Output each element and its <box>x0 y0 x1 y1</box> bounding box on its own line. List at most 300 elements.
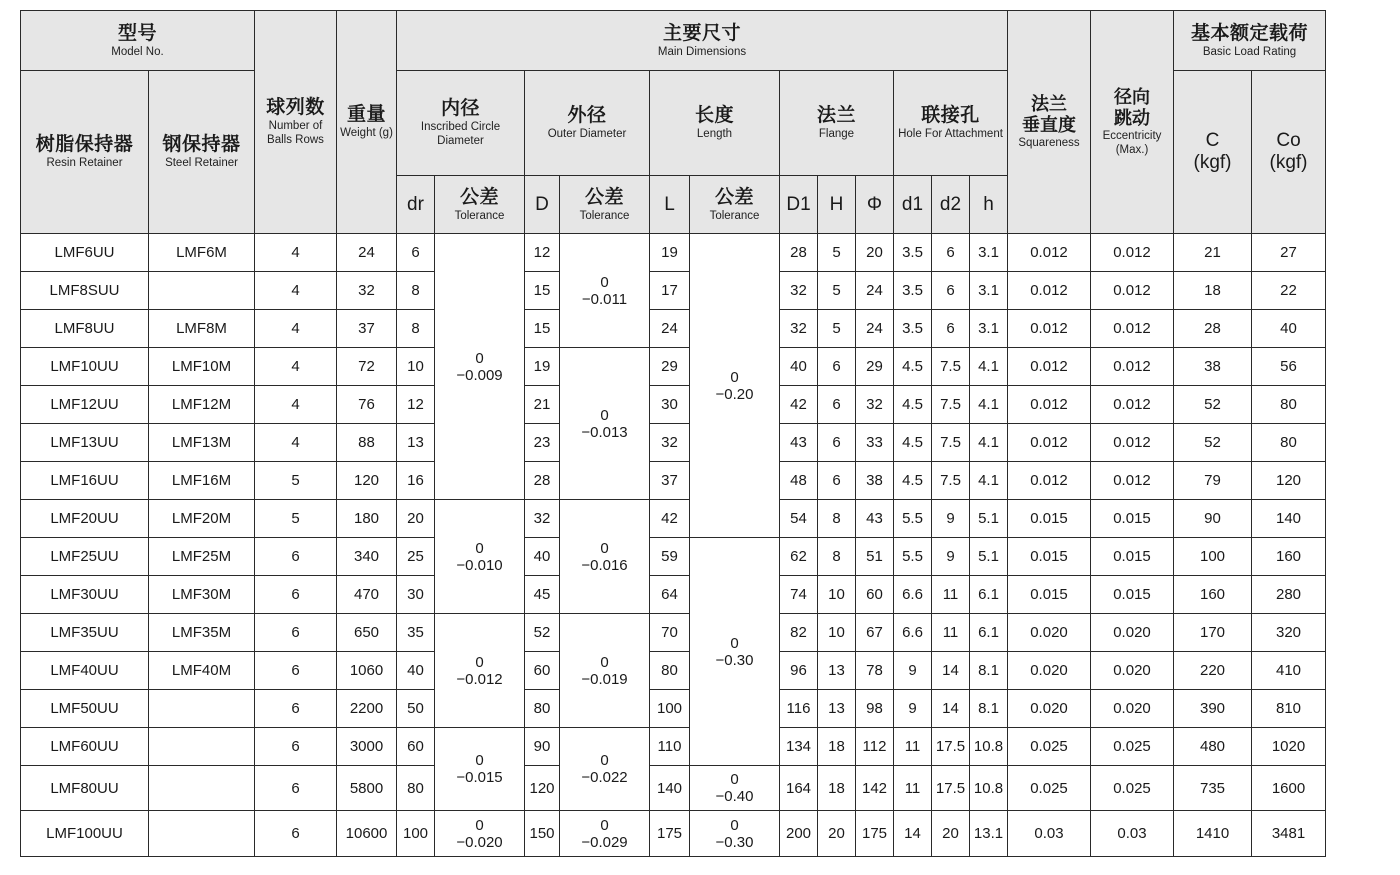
squareness-cell: 0.012 <box>1008 272 1091 310</box>
weight-cell: 72 <box>337 348 397 386</box>
d1-cell: 3.5 <box>894 272 932 310</box>
c-rating-cell: 220 <box>1174 652 1252 690</box>
D-cell: 19 <box>525 348 560 386</box>
resin-model-cell: LMF6UU <box>21 234 149 272</box>
c-rating-cell: 480 <box>1174 728 1252 766</box>
d1-symbol: d1 <box>894 176 932 234</box>
H-cell: 6 <box>818 462 856 500</box>
co-rating-cell: 120 <box>1252 462 1326 500</box>
H-cell: 8 <box>818 500 856 538</box>
L-cell: 175 <box>650 811 690 857</box>
c-rating-cell: 79 <box>1174 462 1252 500</box>
d2-cell: 7.5 <box>932 386 970 424</box>
steel-model-cell <box>149 272 255 310</box>
D-cell: 120 <box>525 766 560 811</box>
L-cell: 59 <box>650 538 690 576</box>
squareness-cell: 0.015 <box>1008 500 1091 538</box>
eccentricity-cell: 0.015 <box>1091 538 1174 576</box>
table-row <box>21 811 1326 857</box>
tolerance-lower: −0.30 <box>715 833 754 851</box>
dr-cell: 10 <box>397 348 435 386</box>
H-cell: 5 <box>818 234 856 272</box>
d1-cell: 4.5 <box>894 462 932 500</box>
main-dimensions-header: 主要尺寸 Main Dimensions <box>397 11 1008 71</box>
model-header: 型号 Model No. <box>21 11 255 71</box>
h-cell: 6.1 <box>970 614 1008 652</box>
co-rating-cell: 140 <box>1252 500 1326 538</box>
co-rating-cell: 1600 <box>1252 766 1326 811</box>
balls-rows-cell: 4 <box>255 386 337 424</box>
co-rating-cell: 56 <box>1252 348 1326 386</box>
d1-cell: 6.6 <box>894 576 932 614</box>
tolerance-upper: 0 <box>730 816 739 834</box>
D1-cell: 42 <box>780 386 818 424</box>
d1-cell: 4.5 <box>894 386 932 424</box>
eccentricity-cell: 0.012 <box>1091 310 1174 348</box>
balls-rows-cell: 4 <box>255 272 337 310</box>
d1-cell: 5.5 <box>894 538 932 576</box>
table-row <box>21 348 1326 386</box>
eccentricity-cell: 0.025 <box>1091 728 1174 766</box>
phi-cell: 78 <box>856 652 894 690</box>
d2-cell: 9 <box>932 500 970 538</box>
weight-cell: 5800 <box>337 766 397 811</box>
H-cell: 6 <box>818 386 856 424</box>
table-row <box>21 386 1326 424</box>
dr-cell: 60 <box>397 728 435 766</box>
balls-rows-cell: 4 <box>255 424 337 462</box>
L-cell: 100 <box>650 690 690 728</box>
steel-model-cell: LMF6M <box>149 234 255 272</box>
L-cell: 110 <box>650 728 690 766</box>
balls-rows-cell: 5 <box>255 500 337 538</box>
tolerance-lower: −0.009 <box>456 366 503 384</box>
dr-tolerance-cell <box>435 234 525 500</box>
dr-tolerance-header: 公差 Tolerance <box>435 176 525 234</box>
steel-model-cell: LMF35M <box>149 614 255 652</box>
h-cell: 10.8 <box>970 766 1008 811</box>
d1-cell: 14 <box>894 811 932 857</box>
d1-cell: 4.5 <box>894 348 932 386</box>
weight-cell: 470 <box>337 576 397 614</box>
resin-model-cell: LMF8UU <box>21 310 149 348</box>
phi-cell: 43 <box>856 500 894 538</box>
table-row <box>21 462 1326 500</box>
steel-model-cell <box>149 766 255 811</box>
tolerance-lower: −0.019 <box>581 670 628 688</box>
tolerance-upper: 0 <box>730 368 739 386</box>
resin-model-cell: LMF40UU <box>21 652 149 690</box>
c-rating-cell: 160 <box>1174 576 1252 614</box>
tolerance-upper: 0 <box>475 752 484 769</box>
eccentricity-cell: 0.020 <box>1091 690 1174 728</box>
c-rating-cell: 52 <box>1174 386 1252 424</box>
L-cell: 30 <box>650 386 690 424</box>
eccentricity-cell: 0.012 <box>1091 424 1174 462</box>
L-cell: 80 <box>650 652 690 690</box>
eccentricity-cell: 0.015 <box>1091 500 1174 538</box>
eccentricity-cell: 0.012 <box>1091 386 1174 424</box>
H-cell: 20 <box>818 811 856 857</box>
table-row <box>21 234 1326 272</box>
table-row <box>21 310 1326 348</box>
H-cell: 10 <box>818 614 856 652</box>
D1-cell: 74 <box>780 576 818 614</box>
tolerance-lower: −0.022 <box>581 769 628 786</box>
squareness-cell: 0.012 <box>1008 348 1091 386</box>
tolerance-upper: 0 <box>600 273 609 291</box>
c-rating-cell: 170 <box>1174 614 1252 652</box>
weight-cell: 2200 <box>337 690 397 728</box>
tolerance-lower: −0.013 <box>581 423 628 441</box>
d2-cell: 9 <box>932 538 970 576</box>
L-tolerance-cell <box>690 766 780 811</box>
d1-cell: 3.5 <box>894 234 932 272</box>
d1-cell: 11 <box>894 766 932 811</box>
squareness-cell: 0.012 <box>1008 234 1091 272</box>
squareness-cell: 0.020 <box>1008 690 1091 728</box>
phi-cell: 29 <box>856 348 894 386</box>
squareness-cell: 0.020 <box>1008 652 1091 690</box>
h-cell: 10.8 <box>970 728 1008 766</box>
tolerance-upper: 0 <box>475 653 484 671</box>
dr-tolerance-cell <box>435 728 525 811</box>
H-cell: 18 <box>818 766 856 811</box>
tolerance-upper: 0 <box>600 539 609 557</box>
balls-rows-cell: 5 <box>255 462 337 500</box>
phi-cell: 60 <box>856 576 894 614</box>
steel-model-cell: LMF40M <box>149 652 255 690</box>
weight-cell: 650 <box>337 614 397 652</box>
weight-cell: 180 <box>337 500 397 538</box>
balls-rows-cell: 4 <box>255 310 337 348</box>
d2-cell: 6 <box>932 234 970 272</box>
resin-model-cell: LMF12UU <box>21 386 149 424</box>
dr-cell: 40 <box>397 652 435 690</box>
dr-tolerance-cell <box>435 500 525 614</box>
co-rating-cell: 280 <box>1252 576 1326 614</box>
phi-cell: 142 <box>856 766 894 811</box>
d2-cell: 7.5 <box>932 462 970 500</box>
D-cell: 15 <box>525 272 560 310</box>
D1-cell: 43 <box>780 424 818 462</box>
resin-model-cell: LMF20UU <box>21 500 149 538</box>
c-rating-cell: 28 <box>1174 310 1252 348</box>
weight-cell: 120 <box>337 462 397 500</box>
eccentricity-cell: 0.020 <box>1091 652 1174 690</box>
tolerance-upper: 0 <box>600 653 609 671</box>
h-cell: 4.1 <box>970 424 1008 462</box>
co-rating-cell: 80 <box>1252 424 1326 462</box>
eccentricity-cell: 0.012 <box>1091 462 1174 500</box>
weight-header: 重量 Weight (g) <box>337 11 397 234</box>
table-row <box>21 500 1326 538</box>
steel-model-cell: LMF8M <box>149 310 255 348</box>
resin-model-cell: LMF35UU <box>21 614 149 652</box>
resin-model-cell: LMF50UU <box>21 690 149 728</box>
phi-cell: 24 <box>856 272 894 310</box>
balls-rows-cell: 6 <box>255 614 337 652</box>
D-cell: 15 <box>525 310 560 348</box>
tolerance-lower: −0.20 <box>715 385 754 403</box>
co-rating-cell: 3481 <box>1252 811 1326 857</box>
D1-cell: 62 <box>780 538 818 576</box>
L-tolerance-cell <box>690 811 780 857</box>
tolerance-lower: −0.016 <box>581 556 628 574</box>
co-rating-cell: 80 <box>1252 386 1326 424</box>
D-cell: 150 <box>525 811 560 857</box>
co-rating-cell: 1020 <box>1252 728 1326 766</box>
dr-cell: 6 <box>397 234 435 272</box>
h-cell: 4.1 <box>970 386 1008 424</box>
c-rating-cell: 52 <box>1174 424 1252 462</box>
squareness-cell: 0.025 <box>1008 728 1091 766</box>
phi-cell: 51 <box>856 538 894 576</box>
dr-cell: 13 <box>397 424 435 462</box>
table-row <box>21 424 1326 462</box>
d2-cell: 14 <box>932 652 970 690</box>
weight-cell: 3000 <box>337 728 397 766</box>
L-symbol: L <box>650 176 690 234</box>
tolerance-lower: −0.015 <box>456 769 503 786</box>
steel-model-cell: LMF25M <box>149 538 255 576</box>
phi-cell: 98 <box>856 690 894 728</box>
h-cell: 3.1 <box>970 234 1008 272</box>
squareness-cell: 0.012 <box>1008 310 1091 348</box>
D-cell: 40 <box>525 538 560 576</box>
dr-cell: 8 <box>397 310 435 348</box>
d2-cell: 20 <box>932 811 970 857</box>
c-rating-cell: 735 <box>1174 766 1252 811</box>
L-cell: 64 <box>650 576 690 614</box>
resin-model-cell: LMF10UU <box>21 348 149 386</box>
squareness-cell: 0.012 <box>1008 462 1091 500</box>
D-tolerance-header: 公差 Tolerance <box>560 176 650 234</box>
weight-cell: 24 <box>337 234 397 272</box>
D-cell: 60 <box>525 652 560 690</box>
weight-cell: 76 <box>337 386 397 424</box>
steel-model-cell: LMF12M <box>149 386 255 424</box>
D1-symbol: D1 <box>780 176 818 234</box>
h-cell: 3.1 <box>970 310 1008 348</box>
load-rating-header: 基本额定载荷 Basic Load Rating <box>1174 11 1326 71</box>
H-cell: 5 <box>818 310 856 348</box>
D1-cell: 40 <box>780 348 818 386</box>
h-cell: 6.1 <box>970 576 1008 614</box>
eccentricity-cell: 0.015 <box>1091 576 1174 614</box>
resin-model-cell: LMF16UU <box>21 462 149 500</box>
table-row <box>21 728 1326 766</box>
D-cell: 90 <box>525 728 560 766</box>
dr-tolerance-cell <box>435 811 525 857</box>
co-rating-cell: 27 <box>1252 234 1326 272</box>
D1-cell: 28 <box>780 234 818 272</box>
phi-cell: 175 <box>856 811 894 857</box>
steel-retainer-header: 钢保持器 Steel Retainer <box>149 71 255 234</box>
d2-symbol: d2 <box>932 176 970 234</box>
resin-model-cell: LMF100UU <box>21 811 149 857</box>
phi-symbol: Φ <box>856 176 894 234</box>
D-symbol: D <box>525 176 560 234</box>
D1-cell: 32 <box>780 310 818 348</box>
resin-model-cell: LMF60UU <box>21 728 149 766</box>
L-cell: 19 <box>650 234 690 272</box>
tolerance-upper: 0 <box>600 816 609 834</box>
d1-cell: 5.5 <box>894 500 932 538</box>
resin-model-cell: LMF25UU <box>21 538 149 576</box>
phi-cell: 38 <box>856 462 894 500</box>
h-cell: 8.1 <box>970 690 1008 728</box>
L-cell: 32 <box>650 424 690 462</box>
H-cell: 8 <box>818 538 856 576</box>
eccentricity-header: 径向 跳动 Eccentricity (Max.) <box>1091 11 1174 234</box>
H-cell: 10 <box>818 576 856 614</box>
h-cell: 4.1 <box>970 348 1008 386</box>
D1-cell: 200 <box>780 811 818 857</box>
D1-cell: 48 <box>780 462 818 500</box>
balls-rows-cell: 6 <box>255 690 337 728</box>
squareness-header: 法兰 垂直度 Squareness <box>1008 11 1091 234</box>
tolerance-lower: −0.020 <box>456 833 503 851</box>
tolerance-upper: 0 <box>730 634 739 652</box>
phi-cell: 20 <box>856 234 894 272</box>
weight-cell: 37 <box>337 310 397 348</box>
L-cell: 42 <box>650 500 690 538</box>
steel-model-cell: LMF13M <box>149 424 255 462</box>
h-cell: 5.1 <box>970 500 1008 538</box>
h-cell: 4.1 <box>970 462 1008 500</box>
resin-retainer-header: 树脂保持器 Resin Retainer <box>21 71 149 234</box>
H-cell: 18 <box>818 728 856 766</box>
c-rating-cell: 38 <box>1174 348 1252 386</box>
tolerance-upper: 0 <box>475 539 484 557</box>
d1-cell: 4.5 <box>894 424 932 462</box>
squareness-cell: 0.015 <box>1008 576 1091 614</box>
dr-cell: 30 <box>397 576 435 614</box>
tolerance-upper: 0 <box>475 816 484 834</box>
tolerance-upper: 0 <box>730 771 739 788</box>
balls-rows-cell: 6 <box>255 538 337 576</box>
table-row <box>21 614 1326 652</box>
D1-cell: 82 <box>780 614 818 652</box>
dr-cell: 100 <box>397 811 435 857</box>
H-cell: 13 <box>818 690 856 728</box>
weight-cell: 1060 <box>337 652 397 690</box>
D1-cell: 134 <box>780 728 818 766</box>
d1-cell: 9 <box>894 690 932 728</box>
d2-cell: 11 <box>932 614 970 652</box>
squareness-cell: 0.020 <box>1008 614 1091 652</box>
inner-diameter-header: 内径 Inscribed Circle Diameter <box>397 71 525 176</box>
D-tolerance-cell <box>560 811 650 857</box>
resin-model-cell: LMF13UU <box>21 424 149 462</box>
D-cell: 80 <box>525 690 560 728</box>
c-rating-cell: 18 <box>1174 272 1252 310</box>
co-rating-cell: 40 <box>1252 310 1326 348</box>
dr-tolerance-cell <box>435 614 525 728</box>
table-body <box>21 234 1326 857</box>
H-symbol: H <box>818 176 856 234</box>
d1-cell: 3.5 <box>894 310 932 348</box>
d1-cell: 9 <box>894 652 932 690</box>
steel-model-cell <box>149 728 255 766</box>
phi-cell: 33 <box>856 424 894 462</box>
h-symbol: h <box>970 176 1008 234</box>
dr-cell: 20 <box>397 500 435 538</box>
L-cell: 37 <box>650 462 690 500</box>
balls-rows-cell: 6 <box>255 811 337 857</box>
hole-header: 联接孔 Hole For Attachment <box>894 71 1008 176</box>
weight-cell: 32 <box>337 272 397 310</box>
eccentricity-cell: 0.03 <box>1091 811 1174 857</box>
D-tolerance-cell <box>560 614 650 728</box>
spec-table <box>20 10 1326 857</box>
balls-header: 球列数 Number of Balls Rows <box>255 11 337 234</box>
D-cell: 28 <box>525 462 560 500</box>
D1-cell: 116 <box>780 690 818 728</box>
D-cell: 12 <box>525 234 560 272</box>
d2-cell: 14 <box>932 690 970 728</box>
balls-rows-cell: 6 <box>255 576 337 614</box>
H-cell: 5 <box>818 272 856 310</box>
L-tolerance-header: 公差 Tolerance <box>690 176 780 234</box>
co-rating-cell: 810 <box>1252 690 1326 728</box>
dr-cell: 16 <box>397 462 435 500</box>
L-cell: 29 <box>650 348 690 386</box>
squareness-cell: 0.015 <box>1008 538 1091 576</box>
dr-cell: 8 <box>397 272 435 310</box>
eccentricity-cell: 0.025 <box>1091 766 1174 811</box>
c-rating-cell: 90 <box>1174 500 1252 538</box>
d2-cell: 6 <box>932 272 970 310</box>
D-cell: 45 <box>525 576 560 614</box>
D-cell: 52 <box>525 614 560 652</box>
D1-cell: 96 <box>780 652 818 690</box>
eccentricity-cell: 0.012 <box>1091 272 1174 310</box>
h-cell: 5.1 <box>970 538 1008 576</box>
c-rating-cell: 21 <box>1174 234 1252 272</box>
L-cell: 140 <box>650 766 690 811</box>
resin-model-cell: LMF80UU <box>21 766 149 811</box>
L-cell: 17 <box>650 272 690 310</box>
steel-model-cell: LMF30M <box>149 576 255 614</box>
phi-cell: 112 <box>856 728 894 766</box>
outer-diameter-header: 外径 Outer Diameter <box>525 71 650 176</box>
c-rating-header: C (kgf) <box>1174 71 1252 234</box>
H-cell: 6 <box>818 348 856 386</box>
co-rating-header: Co (kgf) <box>1252 71 1326 234</box>
D-tolerance-cell <box>560 728 650 811</box>
resin-model-cell: LMF30UU <box>21 576 149 614</box>
steel-model-cell <box>149 811 255 857</box>
eccentricity-cell: 0.012 <box>1091 234 1174 272</box>
phi-cell: 32 <box>856 386 894 424</box>
balls-rows-cell: 4 <box>255 234 337 272</box>
d1-cell: 11 <box>894 728 932 766</box>
steel-model-cell: LMF10M <box>149 348 255 386</box>
tolerance-lower: −0.010 <box>456 556 503 574</box>
co-rating-cell: 160 <box>1252 538 1326 576</box>
weight-cell: 88 <box>337 424 397 462</box>
d2-cell: 11 <box>932 576 970 614</box>
h-cell: 8.1 <box>970 652 1008 690</box>
L-tolerance-cell <box>690 538 780 766</box>
balls-rows-cell: 4 <box>255 348 337 386</box>
dr-symbol: dr <box>397 176 435 234</box>
balls-rows-cell: 6 <box>255 766 337 811</box>
tolerance-upper: 0 <box>600 406 609 424</box>
tolerance-lower: −0.011 <box>581 290 628 308</box>
